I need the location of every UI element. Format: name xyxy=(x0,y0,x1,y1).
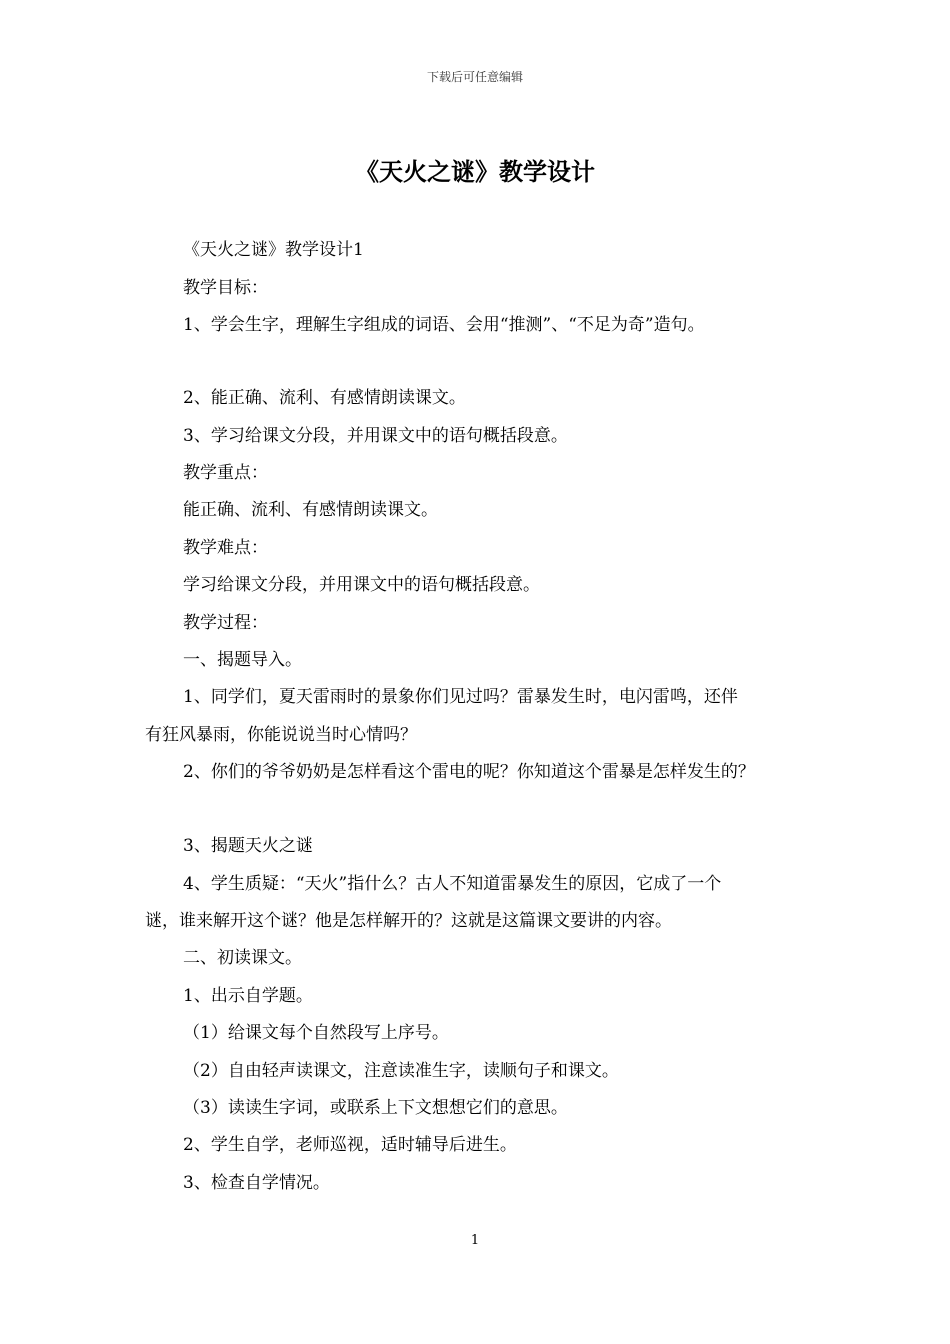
paragraph: 2、你们的爷爷奶奶是怎样看这个雷电的呢？你知道这个雷暴是怎样发生的？ xyxy=(183,762,755,782)
paragraph: 《天火之谜》教学设计1 xyxy=(183,240,364,260)
document-title: 《天火之谜》教学设计 xyxy=(355,157,595,186)
paragraph-continuation: 有狂风暴雨，你能说说当时心情吗？ xyxy=(145,725,417,745)
paragraph-continuation: 谜，谁来解开这个谜？他是怎样解开的？这就是这篇课文要讲的内容。 xyxy=(145,911,672,931)
paragraph: 3、学习给课文分段，并用课文中的语句概括段意。 xyxy=(183,426,568,446)
paragraph: 3、揭题天火之谜 xyxy=(183,836,313,856)
paragraph: 教学过程： xyxy=(183,613,268,633)
paragraph: 2、学生自学，老师巡视，适时辅导后进生。 xyxy=(183,1135,517,1155)
paragraph: 3、检查自学情况。 xyxy=(183,1173,330,1193)
paragraph: 1、学会生字，理解生字组成的词语、会用“推测”、“不足为奇”造句。 xyxy=(183,315,705,335)
paragraph: 教学难点： xyxy=(183,538,268,558)
header-note: 下载后可任意编辑 xyxy=(426,70,523,84)
paragraph: 二、初读课文。 xyxy=(183,948,302,968)
paragraph: （1）给课文每个自然段写上序号。 xyxy=(183,1023,449,1043)
paragraph: 1、同学们，夏天雷雨时的景象你们见过吗？雷暴发生时，电闪雷鸣，还伴 xyxy=(183,687,738,707)
paragraph: 4、学生质疑：“天火”指什么？古人不知道雷暴发生的原因，它成了一个 xyxy=(183,874,722,894)
page-number: 1 xyxy=(470,1233,480,1248)
paragraph: （2）自由轻声读课文，注意读准生字，读顺句子和课文。 xyxy=(183,1061,619,1081)
paragraph: 一、揭题导入。 xyxy=(183,650,302,670)
paragraph: 教学目标： xyxy=(183,278,268,298)
paragraph: 1、出示自学题。 xyxy=(183,986,313,1006)
paragraph: 学习给课文分段，并用课文中的语句概括段意。 xyxy=(183,575,540,595)
paragraph: 教学重点： xyxy=(183,463,268,483)
paragraph: （3）读读生字词，或联系上下文想想它们的意思。 xyxy=(183,1098,568,1118)
paragraph: 2、能正确、流利、有感情朗读课文。 xyxy=(183,388,466,408)
paragraph: 能正确、流利、有感情朗读课文。 xyxy=(183,500,438,520)
